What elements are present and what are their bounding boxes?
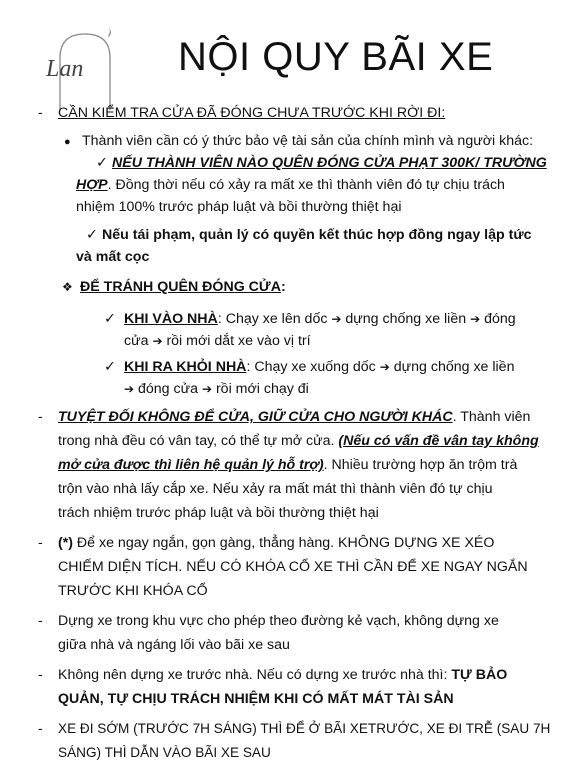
- section-5-text-a: Không nên dựng xe trước nhà. Nếu có dựng xe trước nhà thì:: [58, 667, 448, 683]
- section-4-text-b: giữa nhà và ngáng lối vào bãi xe sau: [58, 637, 290, 653]
- entering-line-1: [124, 308, 516, 330]
- leaving-line-1: [124, 356, 514, 378]
- arrow-right-icon: ➔: [201, 382, 213, 396]
- section-3-row-1: [0, 532, 568, 556]
- entering-label: KHI VÀO NHÀ: [124, 311, 218, 327]
- dash-marker: -: [38, 105, 43, 121]
- section-4-text-a: Dựng xe trong khu vực cho phép theo đường kẻ vạch, không dựng xe: [58, 613, 499, 629]
- dash-marker: -: [38, 667, 43, 683]
- section-2-text-b: . Thành viên: [452, 409, 531, 425]
- section-6-text-b: SÁNG) THÌ DẪN VÀO BÃI XE SAU: [58, 745, 271, 760]
- check-icon: ✓: [104, 359, 116, 375]
- penalty-text-c: . Đồng thời nếu có xảy ra mất xe thì thành viên đó tự chịu trách: [107, 177, 505, 193]
- section-2-row-4: [0, 478, 568, 502]
- penalty-text-d: nhiệm 100% trước pháp luật và bồi thường thiệt hại: [76, 199, 402, 215]
- section-4-row-2: [0, 634, 568, 658]
- section-5-line-1: [58, 664, 507, 686]
- dash-marker: -: [38, 409, 43, 425]
- section-2-rule: TUYỆT ĐỐI KHÔNG ĐỂ CỬA, GIỮ CỬA CHO NGƯỜI KHÁC: [58, 409, 453, 425]
- section-5-row-1: [0, 664, 568, 688]
- arrow-right-icon: ➔: [152, 334, 163, 348]
- section-3-text-c: TRƯỚC KHI KHÓA CỔ: [58, 583, 208, 599]
- penalty-text-b: HỢP: [76, 177, 108, 193]
- arrow-right-icon: ➔: [124, 382, 135, 396]
- leaving-text-b: dựng chống xe liền: [389, 359, 515, 375]
- sub-heading-row: [0, 276, 568, 298]
- leaving-label: KHI RA KHỎI NHÀ: [124, 359, 247, 375]
- leaving-row-2: [0, 378, 568, 400]
- check-2-row: [0, 224, 568, 246]
- check-2-row-2: [0, 246, 568, 268]
- section-1-bullet-row: [0, 130, 568, 152]
- entering-line-2: [124, 330, 311, 352]
- section-2-text-h: trách nhiệm trước pháp luật và bồi thường thiệt hại: [58, 505, 379, 521]
- sub-heading: [80, 276, 286, 298]
- section-2-text-g: trộn vào nhà lấy cắp xe. Nếu xảy ra mất mát thì thành viên đó tự chịu: [58, 481, 493, 497]
- entering-text-c: đóng: [480, 311, 516, 327]
- entering-text-b: dựng chống xe liền: [341, 311, 467, 327]
- leaving-text-d: rồi mới chạy đi: [212, 381, 309, 397]
- sub-heading-colon: :: [280, 279, 286, 295]
- section-2-text-f: . Nhiều trường hợp ăn trộm trà: [323, 457, 518, 473]
- check-icon: ✓: [86, 227, 98, 243]
- bullet-dot-icon: ●: [64, 136, 71, 148]
- section-2-text-c: trong nhà đều có vân tay, có thể tự mở cửa.: [58, 433, 335, 449]
- section-5-text-b: TỰ BẢO: [447, 667, 508, 683]
- section-2-line-2: [58, 430, 539, 452]
- section-4-row-1: [0, 610, 568, 634]
- entering-text-d: cửa: [124, 333, 149, 349]
- section-2-row-2: [0, 430, 568, 454]
- section-5-row-2: [0, 688, 568, 712]
- repeat-offense-text-b: và mất cọc: [76, 249, 150, 265]
- sub-heading-text: ĐỂ TRÁNH QUÊN ĐÓNG CỬA: [80, 279, 281, 295]
- entering-text-a: : Chạy xe lên dốc: [217, 311, 328, 327]
- document-body: [0, 102, 568, 766]
- check-icon: ✓: [104, 311, 116, 327]
- section-5-text-c: QUẢN, TỰ CHỊU TRÁCH NHIỆM KHI CÓ MẤT MÁT TÀI SẢN: [58, 691, 454, 707]
- arrow-right-icon: ➔: [470, 312, 481, 326]
- arrow-right-icon: ➔: [379, 360, 390, 374]
- section-2-note-a: (Nếu có vấn đề vân tay không: [338, 433, 539, 449]
- section-2-row-5: [0, 502, 568, 526]
- section-6-text-a: XE ĐI SỚM (TRƯỚC 7H SÁNG) THÌ ĐỂ Ở BÃI XETRƯỚC, XE ĐI TRỄ (SAU 7H: [58, 721, 551, 736]
- section-2-row-1: [0, 406, 568, 430]
- section-6-row-1: [0, 718, 568, 742]
- section-6-row-2: [0, 742, 568, 766]
- section-2-line-1: [58, 406, 530, 428]
- page-title: NỘI QUY BÃI XE: [178, 35, 494, 79]
- section-1-bullet-text: Thành viên cần có ý thức bảo vệ tài sản của chính mình và người khác:: [82, 133, 534, 149]
- section-3-row-3: [0, 580, 568, 604]
- entering-row: [0, 308, 568, 330]
- section-1-heading: CẦN KIỂM TRA CỬA ĐÃ ĐÓNG CHƯA TRƯỚC KHI RỜI ĐI:: [58, 105, 446, 121]
- section-2-note-b: mở cửa được thì liên hệ quản lý hỗ trợ): [58, 457, 324, 473]
- dash-marker: -: [38, 535, 43, 551]
- entering-row-2: [0, 330, 568, 352]
- leaving-text-c: đóng cửa: [134, 381, 198, 397]
- section-3-row-2: [0, 556, 568, 580]
- logo-text: Lan: [46, 56, 84, 82]
- section-2-line-3: [58, 454, 517, 476]
- dash-marker: -: [38, 721, 43, 737]
- section-1-heading-row: [0, 102, 568, 124]
- check-1-row-3: [0, 196, 568, 218]
- check-1-row-2: [0, 174, 568, 196]
- penalty-text-a: NẾU THÀNH VIÊN NÀO QUÊN ĐÓNG CỬA PHẠT 300K/ TRƯỜNG: [112, 155, 547, 171]
- arrow-right-icon: ➔: [331, 312, 342, 326]
- section-3-text-b: CHIẾM DIỆN TÍCH. NẾU CÓ KHÓA CỔ XE THÌ CẦN ĐỂ XE NGAY NGẮN: [58, 559, 528, 575]
- check-1-row: [0, 152, 568, 174]
- section-2-row-3: [0, 454, 568, 478]
- dash-marker: -: [38, 613, 43, 629]
- diamond-bullet-icon: ❖: [62, 280, 73, 294]
- entering-text-e: rồi mới dắt xe vào vị trí: [162, 333, 311, 349]
- section-3-line-1: [58, 532, 494, 554]
- section-3-text-a: Để xe ngay ngắn, gọn gàng, thẳng hàng. KHÔNG DỰNG XE XÉO: [72, 535, 495, 551]
- leaving-line-2: [124, 378, 309, 400]
- check-icon: ✓: [96, 155, 108, 171]
- leaving-row: [0, 356, 568, 378]
- star-marker: (*): [58, 535, 73, 551]
- repeat-offense-text-a: Nếu tái phạm, quản lý có quyền kết thúc hợp đồng ngay lập tức: [102, 227, 532, 243]
- penalty-line-2: [76, 174, 505, 196]
- leaving-text-a: : Chạy xe xuống dốc: [246, 359, 376, 375]
